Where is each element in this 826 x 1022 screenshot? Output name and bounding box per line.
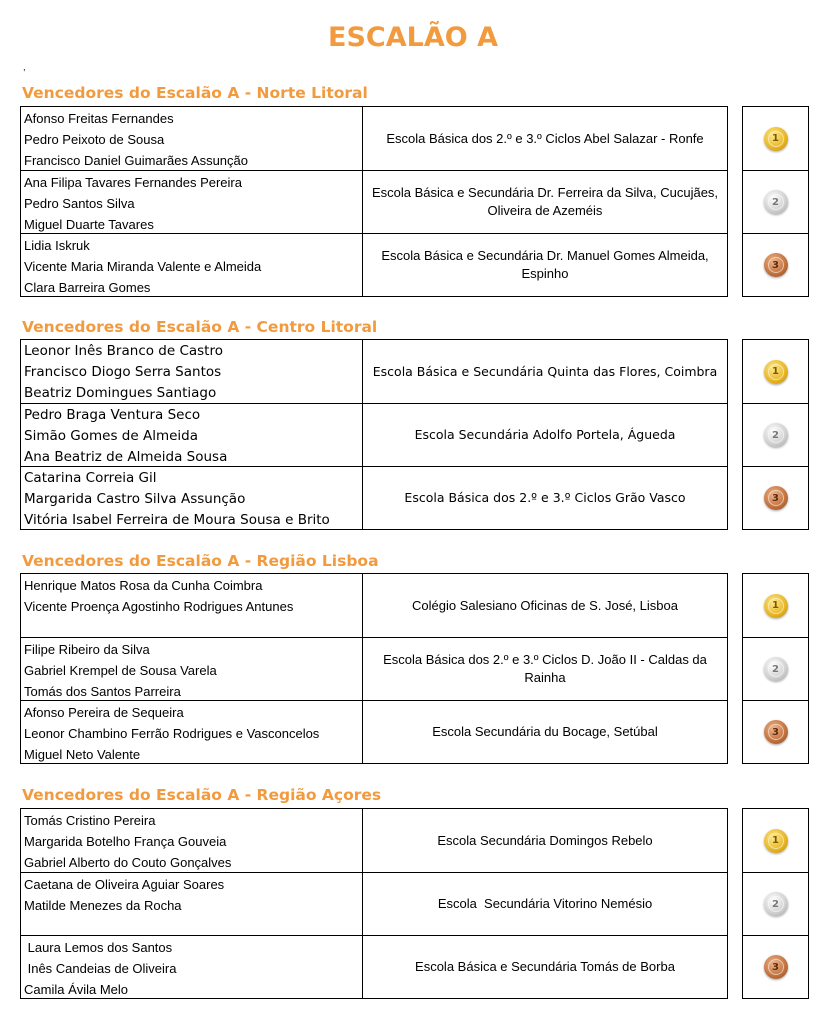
table-row xyxy=(21,935,727,998)
student-name: Filipe Ribeiro da Silva xyxy=(24,642,150,657)
school-name: Escola Secundária du Bocage, Setúbal xyxy=(432,724,658,739)
student-name: Tomás Cristino Pereira xyxy=(24,813,156,828)
table-row xyxy=(21,233,727,296)
gold-medal-icon: 1 xyxy=(764,829,788,853)
student-name: Pedro Braga Ventura Seco xyxy=(24,407,201,423)
school-name: Escola Básica e Secundária Dr. Manuel Gomes Almeida, Espinho xyxy=(381,248,713,281)
medal-cell xyxy=(743,809,808,872)
table-row xyxy=(21,872,727,935)
medals-column xyxy=(742,808,809,999)
student-name: Ana Filipa Tavares Fernandes Pereira xyxy=(24,175,242,190)
section-title: Vencedores do Escalão A - Centro Litoral xyxy=(22,318,378,336)
student-name: Laura Lemos dos Santos xyxy=(24,940,173,955)
medal-cell xyxy=(743,872,808,935)
table-row xyxy=(21,466,727,529)
table-row xyxy=(21,340,727,403)
student-name: Tomás dos Santos Parreira xyxy=(24,684,181,699)
table-row xyxy=(21,809,727,872)
school-name: Escola Básica e Secundária Quinta das Flores, Coimbra xyxy=(372,363,718,379)
school-name: Escola Básica e Secundária Tomás de Borba xyxy=(415,959,675,974)
student-name: Ana Beatriz de Almeida Sousa xyxy=(24,449,228,465)
student-name: Inês Candeias de Oliveira xyxy=(24,961,177,976)
school-name: Escola Básica dos 2.º e 3.º Ciclos D. João II - Caldas da Rainha xyxy=(383,652,711,685)
school-name: Escola Básica e Secundária Dr. Ferreira da Silva, Cucujães, Oliveira de Azeméis xyxy=(371,185,722,218)
student-name: Pedro Santos Silva xyxy=(24,196,135,211)
student-name: Gabriel Alberto do Couto Gonçalves xyxy=(24,855,232,870)
student-name: Camila Ávila Melo xyxy=(24,982,129,997)
student-name: Matilde Menezes da Rocha xyxy=(24,898,182,913)
student-name: Margarida Castro Silva Assunção xyxy=(24,491,246,507)
student-names xyxy=(21,936,363,998)
silver-medal-icon: 2 xyxy=(764,190,788,214)
medal-cell xyxy=(743,637,808,700)
student-name: Francisco Diogo Serra Santos xyxy=(24,364,222,380)
student-name: Gabriel Krempel de Sousa Varela xyxy=(24,663,217,678)
table-row xyxy=(21,700,727,763)
medal-cell xyxy=(743,170,808,233)
student-name: Vitória Isabel Ferreira de Moura Sousa e Brito xyxy=(24,512,330,528)
bronze-medal-icon: 3 xyxy=(764,253,788,277)
gold-medal-icon: 1 xyxy=(764,127,788,151)
medal-cell xyxy=(743,574,808,637)
silver-medal-icon: 2 xyxy=(764,657,788,681)
medals-column xyxy=(742,106,809,297)
student-names xyxy=(21,107,363,170)
section-title: Vencedores do Escalão A - Norte Litoral xyxy=(22,84,368,102)
student-names xyxy=(21,234,363,296)
student-name: Leonor Chambino Ferrão Rodrigues e Vasconcelos xyxy=(24,726,320,741)
medal-cell xyxy=(743,107,808,170)
winners-table xyxy=(20,339,728,530)
student-names xyxy=(21,701,363,763)
table-row xyxy=(21,170,727,233)
medal-cell xyxy=(743,700,808,763)
school-name: Escola Secundária Vitorino Nemésio xyxy=(437,896,653,911)
school-name: Colégio Salesiano Oficinas de S. José, Lisboa xyxy=(412,597,678,613)
school-name: Escola Secundária Domingos Rebelo xyxy=(437,832,653,848)
student-name: Pedro Peixoto de Sousa xyxy=(24,132,165,147)
student-name: Lidia Iskruk xyxy=(24,238,90,253)
student-name: Beatriz Domingues Santiago xyxy=(24,385,217,401)
bronze-medal-icon: 3 xyxy=(764,720,788,744)
student-name: Leonor Inês Branco de Castro xyxy=(24,343,223,359)
medal-cell xyxy=(743,340,808,403)
student-names xyxy=(21,404,363,466)
bronze-medal-icon: 3 xyxy=(764,955,788,979)
student-name: Afonso Pereira de Sequeira xyxy=(24,705,184,720)
student-names xyxy=(21,171,363,233)
student-name: Miguel Neto Valente xyxy=(24,747,141,762)
student-name: Margarida Botelho França Gouveia xyxy=(24,834,227,849)
student-name: Vicente Maria Miranda Valente e Almeida xyxy=(24,259,262,274)
silver-medal-icon: 2 xyxy=(764,892,788,916)
school-name: Escola Básica dos 2.º e 3.º Ciclos Grão Vasco xyxy=(404,490,686,505)
bronze-medal-icon: 3 xyxy=(764,486,788,510)
medal-cell xyxy=(743,403,808,466)
medal-cell xyxy=(743,233,808,296)
medals-column xyxy=(742,573,809,764)
student-name: Simão Gomes de Almeida xyxy=(24,428,198,444)
student-names xyxy=(21,574,363,637)
medal-cell xyxy=(743,466,808,529)
student-name: Clara Barreira Gomes xyxy=(24,280,151,295)
silver-medal-icon: 2 xyxy=(764,423,788,447)
school-name: Escola Básica dos 2.º e 3.º Ciclos Abel Salazar - Ronfe xyxy=(386,130,704,146)
winners-table xyxy=(20,106,728,297)
stray-mark: , xyxy=(23,62,26,72)
table-row xyxy=(21,637,727,700)
student-name: Caetana de Oliveira Aguiar Soares xyxy=(24,877,225,892)
student-names xyxy=(21,467,363,529)
medal-cell xyxy=(743,935,808,998)
gold-medal-icon: 1 xyxy=(764,594,788,618)
winners-table xyxy=(20,808,728,999)
school-name: Escola Secundária Adolfo Portela, Águeda xyxy=(414,427,676,442)
student-name: Francisco Daniel Guimarães Assunção xyxy=(24,153,248,168)
winners-table xyxy=(20,573,728,764)
table-row xyxy=(21,107,727,170)
student-names xyxy=(21,638,363,700)
student-names xyxy=(21,873,363,935)
student-name: Vicente Proença Agostinho Rodrigues Antunes xyxy=(24,599,294,614)
student-names xyxy=(21,809,363,872)
table-row xyxy=(21,574,727,637)
student-name: Miguel Duarte Tavares xyxy=(24,217,154,232)
student-name: Catarina Correia Gil xyxy=(24,470,157,486)
student-name: Afonso Freitas Fernandes xyxy=(24,111,174,126)
gold-medal-icon: 1 xyxy=(764,360,788,384)
table-row xyxy=(21,403,727,466)
page-title: ESCALÃO A xyxy=(328,22,498,53)
student-names xyxy=(21,340,363,403)
section-title: Vencedores do Escalão A - Região Açores xyxy=(22,786,382,804)
medals-column xyxy=(742,339,809,530)
section-title: Vencedores do Escalão A - Região Lisboa xyxy=(22,552,379,570)
student-name: Henrique Matos Rosa da Cunha Coimbra xyxy=(24,578,263,593)
